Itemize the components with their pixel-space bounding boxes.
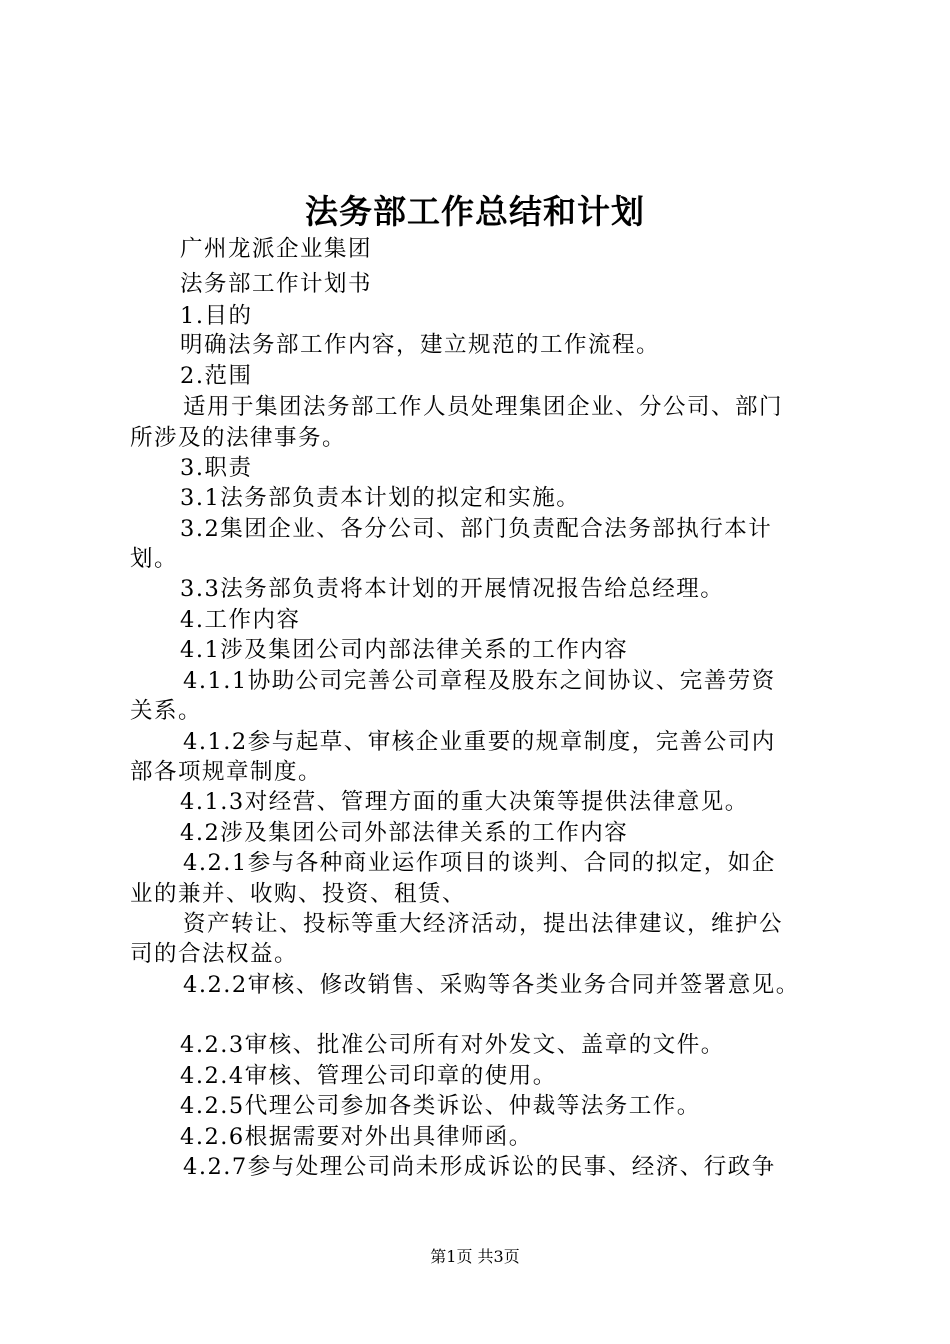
paragraph-line: 4.2.6根据需要对外出具律师函。 [180, 1124, 533, 1150]
paragraph-line: 4.1.3对经营、管理方面的重大决策等提供法律意见。 [180, 789, 749, 815]
paragraph-line: 4.2.7参与处理公司尚未形成诉讼的民事、经济、行政争 [183, 1154, 776, 1180]
paragraph-line: 关系。 [130, 698, 203, 724]
paragraph-line: 所涉及的法律事务。 [130, 425, 347, 451]
section-heading-scope: 2.范围 [180, 363, 253, 389]
paragraph-line: 3.2集团企业、各分公司、部门负责配合法务部执行本计 [180, 516, 773, 542]
paragraph-line: 业的兼并、收购、投资、租赁、 [130, 881, 467, 907]
paragraph-line: 资产转让、投标等重大经济活动，提出法律建议，维护公 [183, 911, 784, 937]
section-heading-purpose: 1.目的 [180, 303, 253, 329]
document-title: 法务部工作总结和计划 [305, 192, 645, 231]
paragraph-line: 3.3法务部负责将本计划的开展情况报告给总经理。 [180, 576, 725, 602]
section-heading-duties: 3.职责 [180, 455, 253, 481]
subsection-heading: 4.2涉及集团公司外部法律关系的工作内容 [180, 820, 629, 846]
page-footer: 第1页 共3页 [430, 1247, 520, 1266]
paragraph-line: 4.2.5代理公司参加各类诉讼、仲裁等法务工作。 [180, 1093, 701, 1119]
subtitle-line: 法务部工作计划书 [180, 271, 373, 297]
subsection-heading: 4.1涉及集团公司内部法律关系的工作内容 [180, 637, 629, 663]
paragraph-line: 划。 [130, 546, 179, 572]
paragraph-line: 4.2.3审核、批准公司所有对外发文、盖章的文件。 [180, 1032, 725, 1058]
paragraph-line: 明确法务部工作内容，建立规范的工作流程。 [180, 332, 661, 358]
paragraph-line: 部各项规章制度。 [130, 759, 323, 785]
paragraph-line: 适用于集团法务部工作人员处理集团企业、分公司、部门 [183, 394, 784, 420]
paragraph-line: 司的合法权益。 [130, 941, 299, 967]
paragraph-line: 4.1.1协助公司完善公司章程及股东之间协议、完善劳资 [183, 668, 776, 694]
paragraph-line: 4.2.2审核、修改销售、采购等各类业务合同并签署意见。 [183, 972, 800, 998]
paragraph-line: 4.1.2参与起草、审核企业重要的规章制度，完善公司内 [183, 729, 776, 755]
company-name-line: 广州龙派企业集团 [180, 236, 373, 262]
section-heading-work: 4.工作内容 [180, 607, 301, 633]
paragraph-line: 3.1法务部负责本计划的拟定和实施。 [180, 485, 581, 511]
paragraph-line: 4.2.1参与各种商业运作项目的谈判、合同的拟定，如企 [183, 850, 776, 876]
paragraph-line: 4.2.4审核、管理公司印章的使用。 [180, 1063, 557, 1089]
